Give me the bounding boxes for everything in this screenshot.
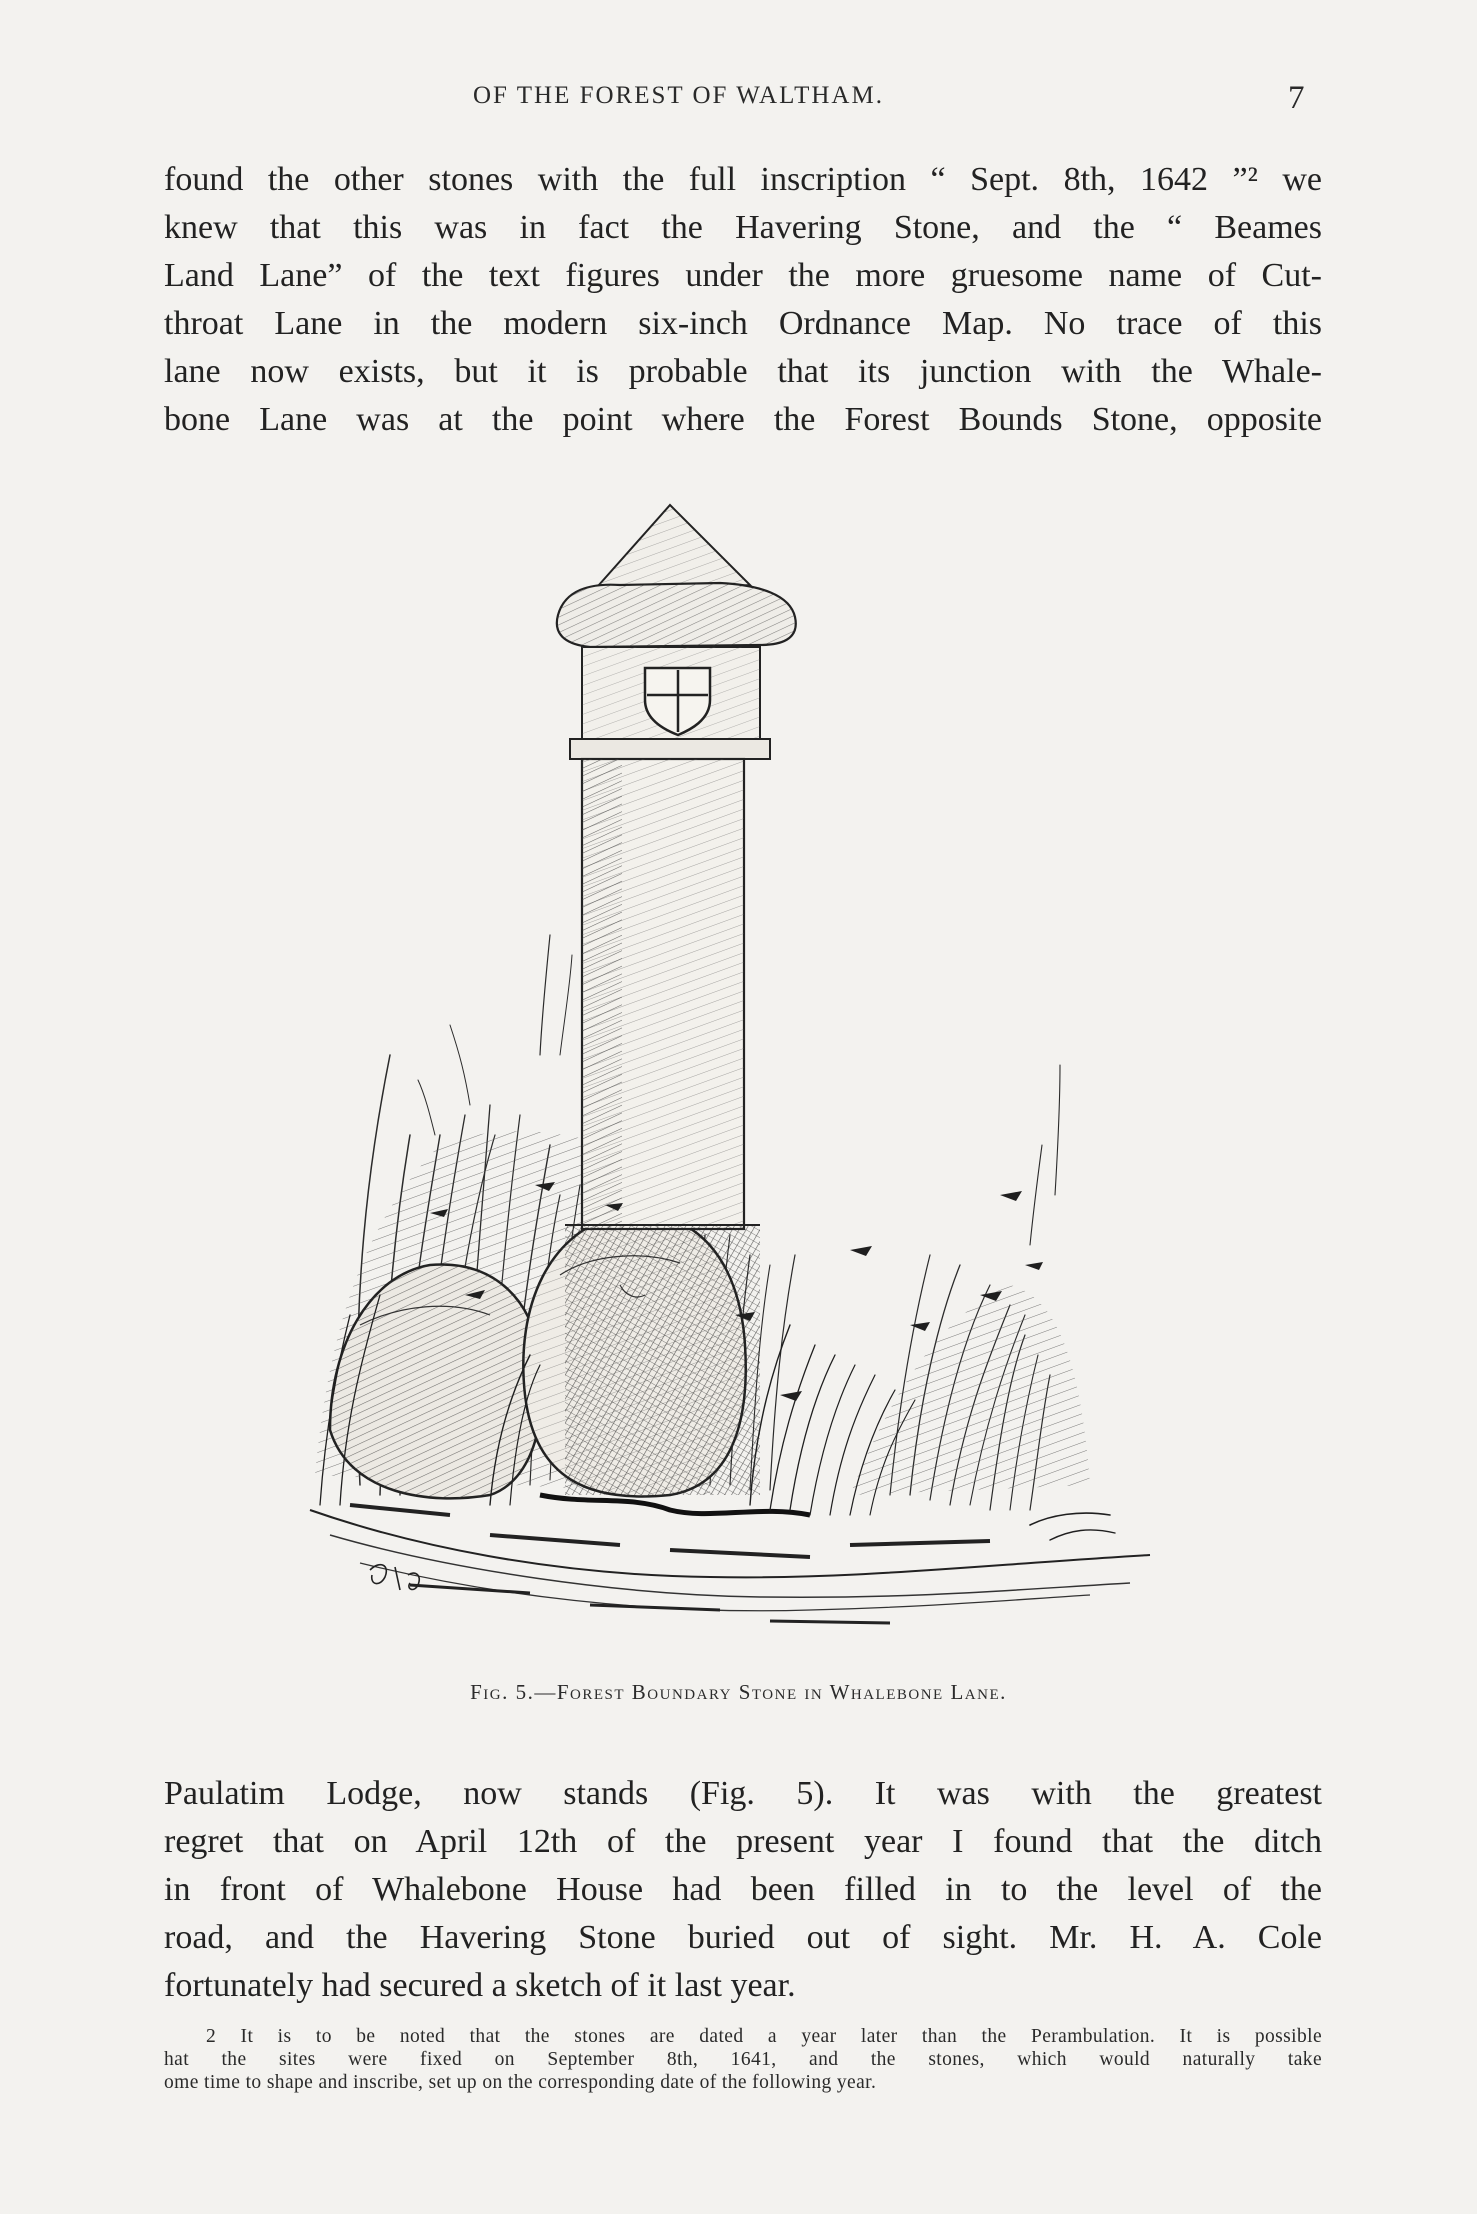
paragraph-line: regret that on April 12th of the present year I found that the ditch xyxy=(164,1823,1322,1860)
boundary-stone-illustration xyxy=(290,495,1190,1655)
page-number: 7 xyxy=(1288,80,1305,116)
footnote-line: hat the sites were fixed on September 8th, 1641, and the stones, which would naturally take xyxy=(164,2049,1322,2070)
paragraph-line: road, and the Havering Stone buried out of sight. Mr. H. A. Cole xyxy=(164,1919,1322,1956)
paragraph-line: bone Lane was at the point where the Forest Bounds Stone, opposite xyxy=(164,401,1322,438)
paragraph-line: throat Lane in the modern six-inch Ordnance Map. No trace of this xyxy=(164,305,1322,342)
footnote-line: ome time to shape and inscribe, set up on the corresponding date of the following year. xyxy=(164,2072,877,2093)
ground xyxy=(310,1495,1150,1623)
paragraph-line: fortunately had secured a sketch of it last year. xyxy=(164,1967,796,2004)
paragraph-line: found the other stones with the full inscription “ Sept. 8th, 1642 ”² we xyxy=(164,161,1322,198)
boundary-stone-post xyxy=(557,505,796,1495)
figure-caption: Fig. 5.—Forest Boundary Stone in Whalebone Lane. xyxy=(470,1680,1007,1704)
paragraph-line: knew that this was in fact the Havering Stone, and the “ Beames xyxy=(164,209,1322,246)
paragraph-line: lane now exists, but it is probable that its junction with the Whale- xyxy=(164,353,1322,390)
running-title: OF THE FOREST OF WALTHAM. xyxy=(473,82,884,109)
paragraph-line: in front of Whalebone House had been filled in to the level of the xyxy=(164,1871,1322,1908)
footnote-line: 2 It is to be noted that the stones are dated a year later than the Perambulation. It is possible xyxy=(206,2026,1322,2047)
paragraph-line: Land Lane” of the text figures under the more gruesome name of Cut- xyxy=(164,257,1322,294)
paragraph-line: Paulatim Lodge, now stands (Fig. 5). It was with the greatest xyxy=(164,1775,1322,1812)
